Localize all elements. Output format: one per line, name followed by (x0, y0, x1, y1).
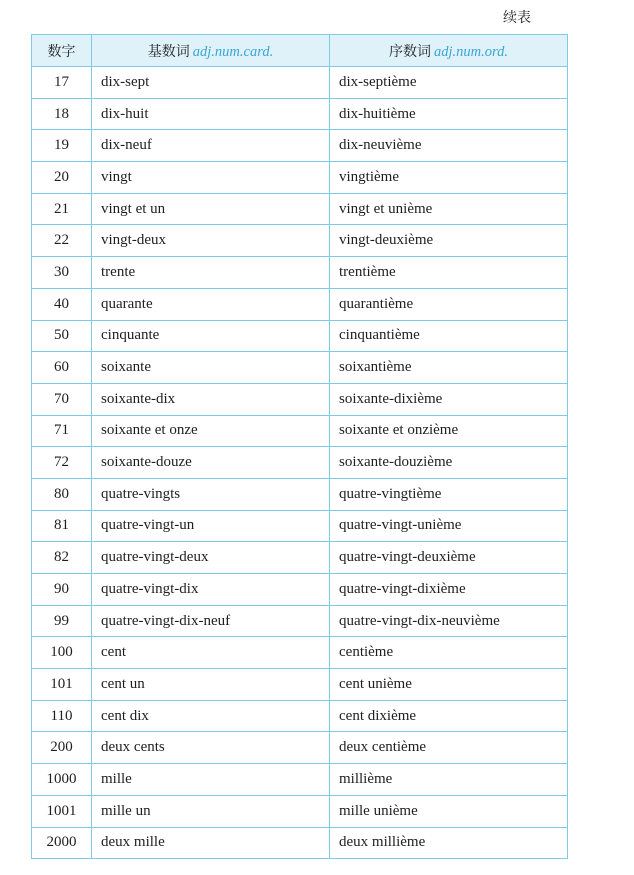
table-row (32, 542, 568, 574)
number-cell: 1000 (32, 764, 92, 796)
number-cell: 99 (32, 605, 92, 637)
number-cell: 30 (32, 257, 92, 289)
cardinal-cell: vingt-deux (92, 225, 330, 257)
table-row (32, 700, 568, 732)
cardinal-cell: dix-huit (92, 98, 330, 130)
cardinal-cell: cinquante (92, 320, 330, 352)
table-row (32, 510, 568, 542)
number-cell: 20 (32, 162, 92, 194)
header-row (32, 35, 568, 67)
number-cell: 17 (32, 67, 92, 99)
cardinal-cell: deux mille (92, 827, 330, 859)
number-cell: 19 (32, 130, 92, 162)
table-row (32, 67, 568, 99)
table-row (32, 415, 568, 447)
cardinal-cell: vingt et un (92, 193, 330, 225)
header-number (32, 35, 92, 67)
number-cell: 90 (32, 574, 92, 606)
table-row (32, 605, 568, 637)
number-cell: 71 (32, 415, 92, 447)
number-cell: 81 (32, 510, 92, 542)
table-row (32, 574, 568, 606)
number-cell: 50 (32, 320, 92, 352)
cardinal-cell: dix-sept (92, 67, 330, 99)
cardinal-cell: soixante (92, 352, 330, 384)
ordinal-cell: vingt et unième (330, 193, 568, 225)
header-cardinal-abbr: adj.num.card. (192, 43, 274, 60)
ordinal-cell: quarantième (330, 288, 568, 320)
table-row (32, 98, 568, 130)
table-row (32, 193, 568, 225)
ordinal-cell: mille unième (330, 795, 568, 827)
ordinal-cell: soixantième (330, 352, 568, 384)
cardinal-cell: quatre-vingt-un (92, 510, 330, 542)
cardinal-cell: cent un (92, 669, 330, 701)
table-row (32, 383, 568, 415)
number-cell: 72 (32, 447, 92, 479)
cardinal-cell: mille un (92, 795, 330, 827)
number-cell: 101 (32, 669, 92, 701)
ordinal-cell: quatre-vingt-dix-neuvième (330, 605, 568, 637)
table-row (32, 162, 568, 194)
number-cell: 82 (32, 542, 92, 574)
ordinal-cell: soixante-dixième (330, 383, 568, 415)
number-cell: 18 (32, 98, 92, 130)
cardinal-cell: soixante et onze (92, 415, 330, 447)
ordinal-cell: cent dixième (330, 700, 568, 732)
cardinal-cell: quatre-vingt-dix-neuf (92, 605, 330, 637)
ordinal-cell: dix-huitième (330, 98, 568, 130)
ordinal-cell: quatre-vingt-dixième (330, 574, 568, 606)
cardinal-cell: quatre-vingts (92, 478, 330, 510)
header-number-label: 数字 (47, 43, 76, 60)
table-row (32, 257, 568, 289)
ordinal-cell: millième (330, 764, 568, 796)
cardinal-cell: mille (92, 764, 330, 796)
cardinal-cell: quatre-vingt-dix (92, 574, 330, 606)
cardinal-cell: quatre-vingt-deux (92, 542, 330, 574)
table-header (32, 35, 568, 67)
cardinal-cell: soixante-dix (92, 383, 330, 415)
cardinal-cell: cent dix (92, 700, 330, 732)
number-cell: 100 (32, 637, 92, 669)
number-cell: 40 (32, 288, 92, 320)
header-cardinal-label: 基数词 (147, 43, 190, 60)
ordinal-cell: quatre-vingt-deuxième (330, 542, 568, 574)
table-row (32, 352, 568, 384)
header-cardinal (92, 35, 330, 67)
header-ordinal (330, 35, 568, 67)
ordinal-cell: dix-neuvième (330, 130, 568, 162)
table-row (32, 130, 568, 162)
ordinal-cell: quatre-vingtième (330, 478, 568, 510)
number-table (31, 34, 568, 859)
number-cell: 1001 (32, 795, 92, 827)
ordinal-cell: vingtième (330, 162, 568, 194)
table-row (32, 732, 568, 764)
ordinal-cell: trentième (330, 257, 568, 289)
number-cell: 21 (32, 193, 92, 225)
ordinal-cell: soixante-douzième (330, 447, 568, 479)
number-cell: 110 (32, 700, 92, 732)
table-row (32, 795, 568, 827)
header-ordinal-label: 序数词 (389, 43, 431, 60)
header-ordinal-abbr: adj.num.ord. (434, 43, 508, 60)
ordinal-cell: centième (330, 637, 568, 669)
number-cell: 200 (32, 732, 92, 764)
ordinal-cell: cinquantième (330, 320, 568, 352)
number-cell: 60 (32, 352, 92, 384)
cardinal-cell: deux cents (92, 732, 330, 764)
table-row (32, 288, 568, 320)
ordinal-cell: cent unième (330, 669, 568, 701)
cardinal-cell: dix-neuf (92, 130, 330, 162)
table-row (32, 320, 568, 352)
table-row (32, 669, 568, 701)
table-row (32, 827, 568, 859)
ordinal-cell: quatre-vingt-unième (330, 510, 568, 542)
table-row (32, 225, 568, 257)
cardinal-cell: quarante (92, 288, 330, 320)
table-row (32, 478, 568, 510)
table-row (32, 447, 568, 479)
number-cell: 22 (32, 225, 92, 257)
cardinal-cell: vingt (92, 162, 330, 194)
number-cell: 2000 (32, 827, 92, 859)
ordinal-cell: soixante et onzième (330, 415, 568, 447)
number-cell: 80 (32, 478, 92, 510)
ordinal-cell: dix-septième (330, 67, 568, 99)
table-body (32, 67, 568, 859)
table-row (32, 764, 568, 796)
ordinal-cell: deux centième (330, 732, 568, 764)
ordinal-cell: deux millième (330, 827, 568, 859)
cardinal-cell: soixante-douze (92, 447, 330, 479)
ordinal-cell: vingt-deuxième (330, 225, 568, 257)
continued-label: 续表 (503, 10, 531, 26)
cardinal-cell: cent (92, 637, 330, 669)
cardinal-cell: trente (92, 257, 330, 289)
number-cell: 70 (32, 383, 92, 415)
table-row (32, 637, 568, 669)
